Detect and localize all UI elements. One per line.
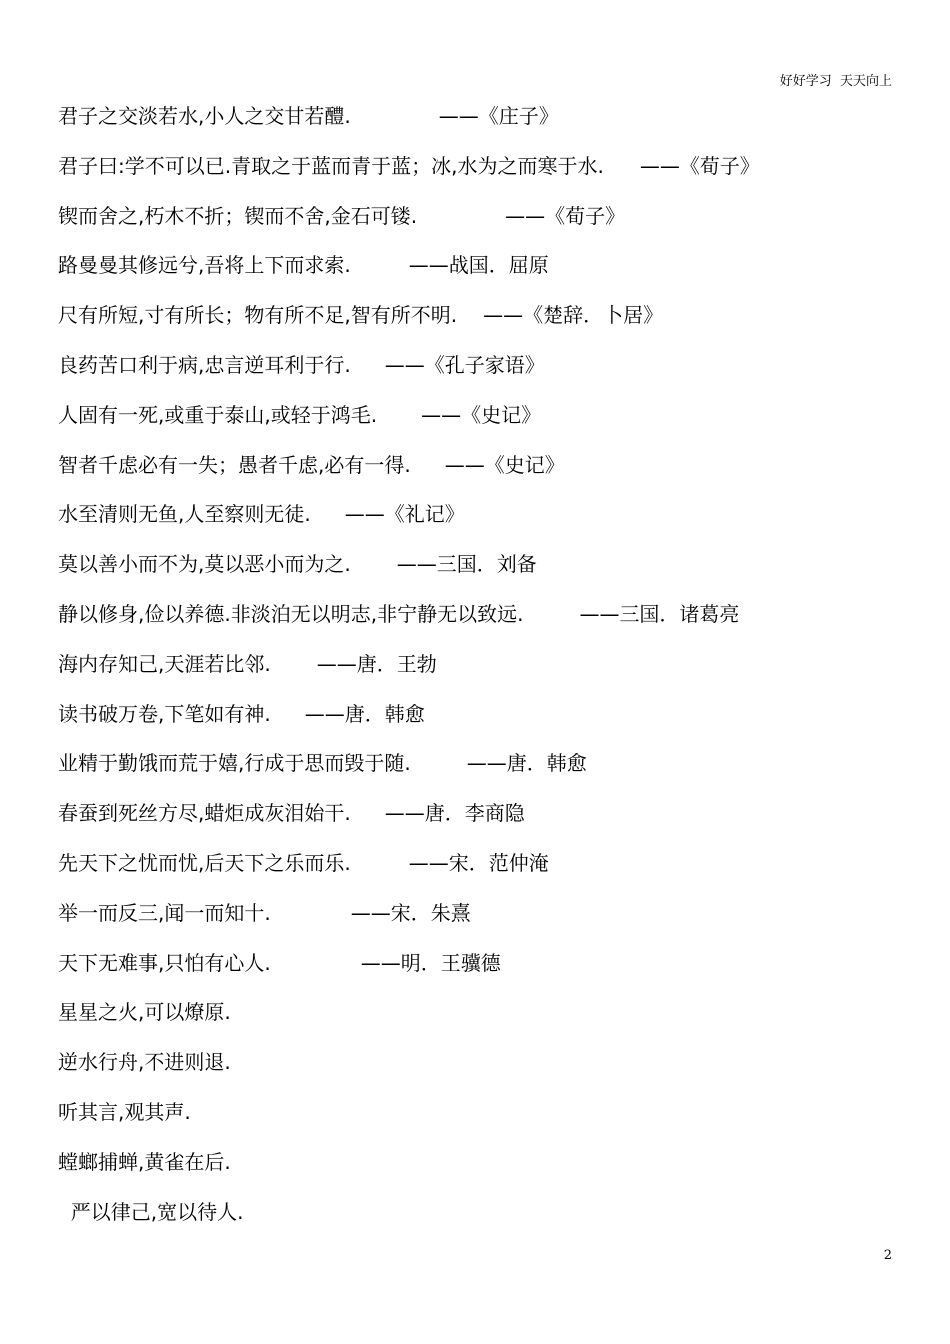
- quote-source: ——宋．朱熹: [350, 900, 471, 925]
- page-header: 好好学习 天天向上: [779, 74, 892, 89]
- quote-text: 君子之交淡若水,小人之交甘若醴.: [58, 104, 351, 128]
- quote-text: 水至清则无鱼,人至察则无徒.: [58, 502, 311, 527]
- quote-line: [58, 596, 918, 646]
- quote-line: [58, 397, 918, 447]
- quote-source: ——明．王骥德: [360, 950, 501, 975]
- quote-text: 路曼曼其修远兮,吾将上下而求索.: [58, 253, 351, 278]
- quote-line: [58, 895, 918, 945]
- quote-text: 星星之火,可以燎原.: [58, 1000, 231, 1025]
- quote-text: 智者千虑必有一失；愚者千虑,必有一得.: [58, 452, 411, 477]
- quote-line: [58, 247, 918, 297]
- quote-line: [58, 696, 918, 746]
- quote-source: ——三国．诸葛亮: [579, 601, 740, 626]
- quote-text: 螳螂捕蝉,黄雀在后.: [58, 1149, 231, 1174]
- quote-source: ——《史记》: [421, 402, 542, 427]
- quote-text: 先天下之忧而忧,后天下之乐而乐.: [58, 850, 351, 875]
- quote-source: ——唐．王勃: [316, 651, 437, 676]
- quote-text: 天下无难事,只怕有心人.: [58, 950, 271, 975]
- quote-line: [58, 447, 918, 497]
- quote-text: 海内存知己,天涯若比邻.: [58, 651, 271, 676]
- quote-source: ——三国．刘备: [396, 552, 537, 577]
- quote-line: [58, 297, 918, 347]
- quote-list: [58, 98, 918, 1243]
- quote-source: ——战国．屈原: [408, 253, 549, 278]
- quote-source: ——《史记》: [444, 452, 565, 477]
- quote-source: ——《荀子》: [639, 153, 760, 178]
- quote-text: 严以律己,宽以待人.: [58, 1199, 244, 1224]
- quote-text: 春蚕到死丝方尽,蜡炬成灰泪始干.: [58, 801, 351, 826]
- quote-line: [58, 198, 918, 248]
- quote-source: ——宋．范仲淹: [408, 850, 549, 875]
- quote-line: [58, 148, 918, 198]
- quote-source: ——唐．李商隐: [384, 801, 525, 826]
- quote-source: ——《楚辞．卜居》: [483, 303, 664, 328]
- quote-line: [58, 98, 918, 148]
- quote-line: [58, 347, 918, 397]
- quote-source: ——唐．韩愈: [304, 701, 425, 726]
- quote-line: [58, 994, 918, 1044]
- quote-text: 听其言,观其声.: [58, 1099, 191, 1124]
- quote-text: 君子曰:学不可以已.青取之于蓝而青于蓝；冰,水为之而寒于水.: [58, 153, 604, 178]
- quote-line: [58, 1094, 918, 1144]
- quote-line: [58, 1044, 918, 1094]
- quote-line: [58, 1194, 918, 1244]
- quote-line: [58, 496, 918, 546]
- quote-text: 举一而反三,闻一而知十.: [58, 900, 271, 925]
- quote-line: [58, 646, 918, 696]
- quote-text: 良药苦口利于病,忠言逆耳利于行.: [58, 352, 351, 377]
- quote-text: 逆水行舟,不进则退.: [58, 1050, 231, 1075]
- quote-line: [58, 945, 918, 995]
- quote-source: ——《礼记》: [344, 502, 465, 527]
- quote-source: ——唐．韩愈: [466, 751, 587, 776]
- quote-text: 静以修身,俭以养德.非淡泊无以明志,非宁静无以致远.: [58, 601, 524, 626]
- quote-line: [58, 745, 918, 795]
- quote-text: 读书破万卷,下笔如有神.: [58, 701, 271, 726]
- quote-line: [58, 546, 918, 596]
- quote-text: 人固有一死,或重于泰山,或轻于鸿毛.: [58, 402, 378, 427]
- quote-source: ——《荀子》: [505, 203, 626, 228]
- quote-line: [58, 1144, 918, 1194]
- quote-source: ——《庄子》: [438, 104, 559, 128]
- quote-text: 莫以善小而不为,莫以恶小而为之.: [58, 552, 351, 577]
- quote-line: [58, 845, 918, 895]
- quote-source: ——《孔子家语》: [384, 352, 545, 377]
- quote-text: 锲而舍之,朽木不折；锲而不舍,金石可镂.: [58, 203, 418, 228]
- quote-text: 尺有所短,寸有所长；物有所不足,智有所不明.: [58, 303, 458, 328]
- quote-line: [58, 795, 918, 845]
- quote-text: 业精于勤饿而荒于嬉,行成于思而毁于随.: [58, 751, 411, 776]
- page-number: 2: [883, 1248, 892, 1263]
